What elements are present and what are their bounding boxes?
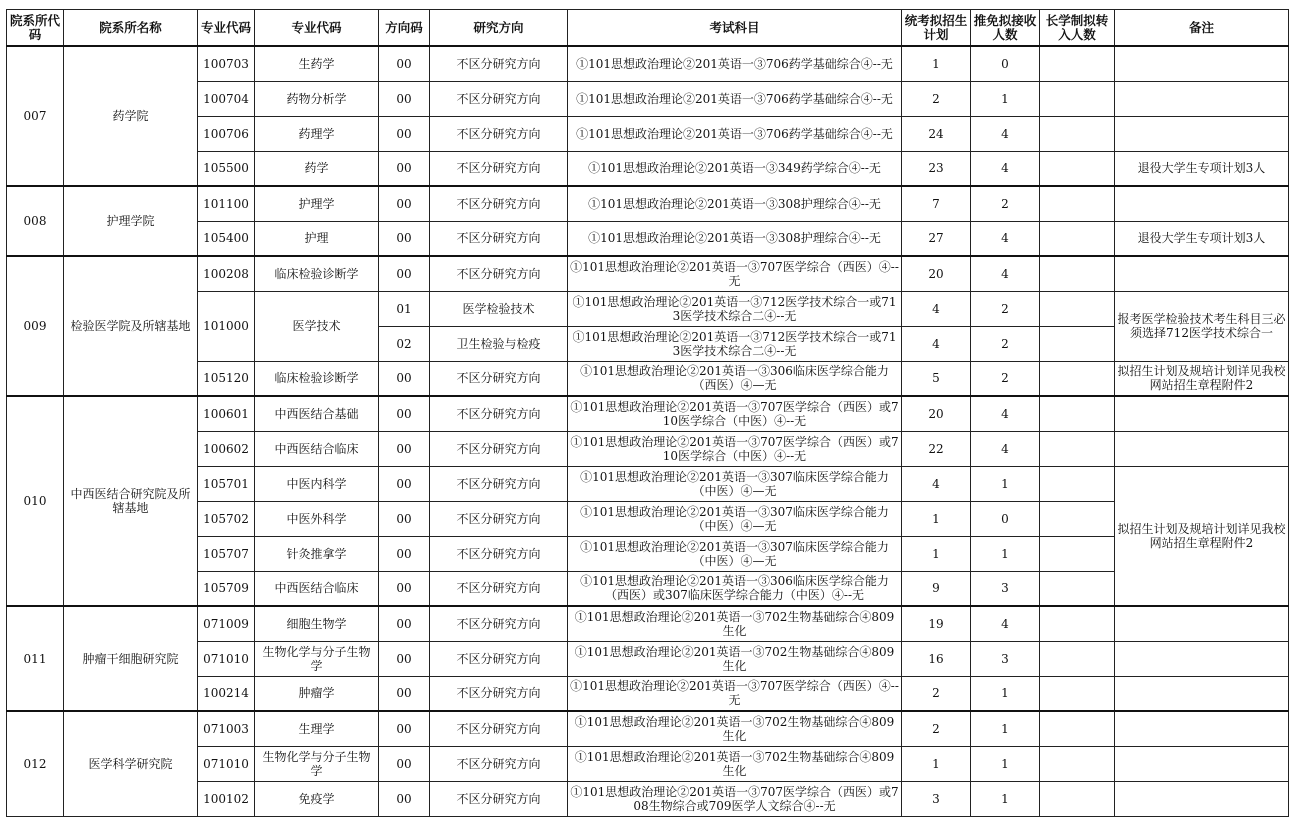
dept-name-cell: 医学科学研究院 [64,711,198,816]
plan-exempt-cell: 4 [971,431,1040,466]
table-row [7,81,1289,116]
major-name-cell: 药学 [255,151,379,186]
subjects-cell: ①101思想政治理论②201英语一③306临床医学综合能力（西医）或307临床医学综合能力（中医）④--无 [568,571,902,606]
note-cell [1115,256,1289,291]
plan-exam-cell: 1 [902,501,971,536]
subjects-cell: ①101思想政治理论②201英语一③706药学基础综合④--无 [568,81,902,116]
plan-long-cell [1040,81,1115,116]
major-name-cell: 细胞生物学 [255,606,379,641]
major-code-cell: 100102 [198,781,255,816]
plan-long-cell [1040,396,1115,431]
major-name-cell: 生理学 [255,711,379,746]
dept-name-cell: 肿瘤干细胞研究院 [64,606,198,711]
major-code-cell: 071010 [198,641,255,676]
direction-cell: 不区分研究方向 [430,256,568,291]
major-code-cell: 101000 [198,291,255,361]
major-code-cell: 105709 [198,571,255,606]
plan-long-cell [1040,641,1115,676]
plan-long-cell [1040,326,1115,361]
dept-code-cell: 010 [7,396,64,606]
direction-code-cell: 00 [379,501,430,536]
direction-cell: 医学检验技术 [430,291,568,326]
direction-cell: 不区分研究方向 [430,221,568,256]
subjects-cell: ①101思想政治理论②201英语一③707医学综合（西医）或710医学综合（中医）④--无 [568,431,902,466]
plan-exam-cell: 7 [902,186,971,221]
plan-long-cell [1040,361,1115,396]
direction-cell: 不区分研究方向 [430,746,568,781]
subjects-cell: ①101思想政治理论②201英语一③308护理综合④--无 [568,186,902,221]
header-plan-exempt: 推免拟接收人数 [971,10,1040,47]
direction-cell: 不区分研究方向 [430,536,568,571]
subjects-cell: ①101思想政治理论②201英语一③702生物基础综合④809生化 [568,746,902,781]
dept-name-cell: 中西医结合研究院及所辖基地 [64,396,198,606]
major-code-cell: 100706 [198,116,255,151]
subjects-cell: ①101思想政治理论②201英语一③306临床医学综合能力（西医）④—无 [568,361,902,396]
plan-exam-cell: 4 [902,291,971,326]
plan-exam-cell: 22 [902,431,971,466]
plan-exempt-cell: 1 [971,711,1040,746]
plan-exam-cell: 23 [902,151,971,186]
major-code-cell: 100214 [198,676,255,711]
plan-exam-cell: 5 [902,361,971,396]
direction-code-cell: 00 [379,116,430,151]
dept-name-cell: 药学院 [64,46,198,186]
table-row [7,186,1289,221]
table-row [7,571,1289,606]
subjects-cell: ①101思想政治理论②201英语一③702生物基础综合④809生化 [568,606,902,641]
direction-cell: 不区分研究方向 [430,396,568,431]
direction-code-cell: 00 [379,151,430,186]
table-row [7,711,1289,746]
major-code-cell: 105400 [198,221,255,256]
note-cell [1115,711,1289,746]
plan-long-cell [1040,291,1115,326]
plan-exempt-cell: 3 [971,571,1040,606]
plan-long-cell [1040,116,1115,151]
major-code-cell: 105707 [198,536,255,571]
plan-exam-cell: 1 [902,536,971,571]
dept-name-cell: 检验医学院及所辖基地 [64,256,198,396]
major-name-cell: 生药学 [255,46,379,81]
subjects-cell: ①101思想政治理论②201英语一③707医学综合（西医）或708生物综合或709医学人文综合④--无 [568,781,902,816]
dept-code-cell: 008 [7,186,64,256]
plan-long-cell [1040,431,1115,466]
note-cell: 报考医学检验技术考生科目三必须选择712医学技术综合一 [1115,291,1289,361]
plan-exam-cell: 1 [902,746,971,781]
plan-exempt-cell: 2 [971,186,1040,221]
direction-code-cell: 00 [379,186,430,221]
subjects-cell: ①101思想政治理论②201英语一③712医学技术综合一或713医学技术综合二④--无 [568,291,902,326]
direction-code-cell: 00 [379,361,430,396]
note-cell [1115,641,1289,676]
plan-exempt-cell: 4 [971,221,1040,256]
header-note: 备注 [1115,10,1289,47]
direction-cell: 不区分研究方向 [430,46,568,81]
plan-exempt-cell: 1 [971,536,1040,571]
plan-exam-cell: 9 [902,571,971,606]
plan-exam-cell: 2 [902,81,971,116]
plan-long-cell [1040,221,1115,256]
note-cell [1115,46,1289,81]
direction-code-cell: 00 [379,536,430,571]
plan-exam-cell: 20 [902,396,971,431]
header-dept-code: 院系所代码 [7,10,64,47]
plan-exam-cell: 27 [902,221,971,256]
major-name-cell: 肿瘤学 [255,676,379,711]
direction-cell: 不区分研究方向 [430,186,568,221]
subjects-cell: ①101思想政治理论②201英语一③706药学基础综合④--无 [568,116,902,151]
direction-cell: 不区分研究方向 [430,361,568,396]
plan-exam-cell: 4 [902,326,971,361]
table-row [7,466,1289,501]
major-code-cell: 071003 [198,711,255,746]
subjects-cell: ①101思想政治理论②201英语一③307临床医学综合能力（中医）④—无 [568,466,902,501]
direction-code-cell: 00 [379,571,430,606]
subjects-cell: ①101思想政治理论②201英语一③702生物基础综合④809生化 [568,711,902,746]
header-major-code: 专业代码 [198,10,255,47]
subjects-cell: ①101思想政治理论②201英语一③702生物基础综合④809生化 [568,641,902,676]
plan-long-cell [1040,501,1115,536]
plan-exam-cell: 19 [902,606,971,641]
direction-code-cell: 00 [379,466,430,501]
direction-code-cell: 02 [379,326,430,361]
major-name-cell: 中西医结合临床 [255,431,379,466]
note-cell: 退役大学生专项计划3人 [1115,221,1289,256]
major-code-cell: 100704 [198,81,255,116]
major-code-cell: 100208 [198,256,255,291]
plan-long-cell [1040,46,1115,81]
table-row [7,606,1289,641]
direction-cell: 不区分研究方向 [430,641,568,676]
plan-exempt-cell: 0 [971,46,1040,81]
plan-exempt-cell: 4 [971,396,1040,431]
major-name-cell: 药物分析学 [255,81,379,116]
direction-code-cell: 01 [379,291,430,326]
plan-exam-cell: 24 [902,116,971,151]
direction-cell: 不区分研究方向 [430,571,568,606]
plan-long-cell [1040,711,1115,746]
header-plan-long: 长学制拟转入人数 [1040,10,1115,47]
major-name-cell: 中医外科学 [255,501,379,536]
subjects-cell: ①101思想政治理论②201英语一③707医学综合（西医）或710医学综合（中医）④--无 [568,396,902,431]
direction-cell: 不区分研究方向 [430,676,568,711]
major-name-cell: 中西医结合临床 [255,571,379,606]
note-cell: 退役大学生专项计划3人 [1115,151,1289,186]
table-row [7,291,1289,326]
major-name-cell: 生物化学与分子生物学 [255,746,379,781]
plan-long-cell [1040,256,1115,291]
table-row [7,536,1289,571]
major-code-cell: 105701 [198,466,255,501]
plan-exempt-cell: 3 [971,641,1040,676]
table-row [7,501,1289,536]
table-row [7,431,1289,466]
table-row [7,46,1289,81]
table-row [7,116,1289,151]
note-cell: 拟招生计划及规培计划详见我校网站招生章程附件2 [1115,361,1289,396]
table-row [7,676,1289,711]
plan-long-cell [1040,781,1115,816]
subjects-cell: ①101思想政治理论②201英语一③307临床医学综合能力（中医）④—无 [568,501,902,536]
note-cell [1115,186,1289,221]
major-code-cell: 105702 [198,501,255,536]
direction-code-cell: 00 [379,81,430,116]
note-cell [1115,746,1289,781]
header-plan-exam: 统考拟招生计划 [902,10,971,47]
note-cell [1115,606,1289,641]
subjects-cell: ①101思想政治理论②201英语一③706药学基础综合④--无 [568,46,902,81]
major-name-cell: 医学技术 [255,291,379,361]
major-name-cell: 临床检验诊断学 [255,361,379,396]
header-dept-name: 院系所名称 [64,10,198,47]
major-name-cell: 针灸推拿学 [255,536,379,571]
major-code-cell: 100602 [198,431,255,466]
header-subjects: 考试科目 [568,10,902,47]
subjects-cell: ①101思想政治理论②201英语一③349药学综合④--无 [568,151,902,186]
plan-exam-cell: 2 [902,711,971,746]
note-cell: 拟招生计划及规培计划详见我校网站招生章程附件2 [1115,466,1289,606]
plan-long-cell [1040,466,1115,501]
subjects-cell: ①101思想政治理论②201英语一③707医学综合（西医）④--无 [568,676,902,711]
table-row [7,641,1289,676]
plan-exam-cell: 2 [902,676,971,711]
plan-exempt-cell: 4 [971,151,1040,186]
plan-exam-cell: 20 [902,256,971,291]
header-direction: 研究方向 [430,10,568,47]
major-name-cell: 生物化学与分子生物学 [255,641,379,676]
subjects-cell: ①101思想政治理论②201英语一③707医学综合（西医）④--无 [568,256,902,291]
major-code-cell: 071010 [198,746,255,781]
direction-cell: 不区分研究方向 [430,116,568,151]
major-name-cell: 中医内科学 [255,466,379,501]
plan-long-cell [1040,606,1115,641]
plan-exam-cell: 1 [902,46,971,81]
table-row [7,396,1289,431]
plan-exempt-cell: 2 [971,361,1040,396]
plan-exempt-cell: 1 [971,746,1040,781]
direction-code-cell: 00 [379,781,430,816]
dept-code-cell: 009 [7,256,64,396]
dept-name-cell: 护理学院 [64,186,198,256]
plan-exempt-cell: 4 [971,116,1040,151]
plan-exempt-cell: 1 [971,466,1040,501]
plan-long-cell [1040,571,1115,606]
direction-code-cell: 00 [379,606,430,641]
table-row [7,781,1289,816]
table-row [7,221,1289,256]
major-code-cell: 100703 [198,46,255,81]
header-major-name: 专业代码 [255,10,379,47]
note-cell [1115,116,1289,151]
subjects-cell: ①101思想政治理论②201英语一③307临床医学综合能力（中医）④—无 [568,536,902,571]
table-row [7,361,1289,396]
plan-exempt-cell: 2 [971,326,1040,361]
direction-cell: 卫生检验与检疫 [430,326,568,361]
direction-cell: 不区分研究方向 [430,501,568,536]
plan-long-cell [1040,746,1115,781]
plan-long-cell [1040,536,1115,571]
plan-long-cell [1040,151,1115,186]
plan-exam-cell: 3 [902,781,971,816]
plan-exempt-cell: 2 [971,291,1040,326]
direction-cell: 不区分研究方向 [430,711,568,746]
plan-exempt-cell: 1 [971,676,1040,711]
direction-code-cell: 00 [379,256,430,291]
plan-long-cell [1040,186,1115,221]
plan-exempt-cell: 4 [971,256,1040,291]
direction-cell: 不区分研究方向 [430,431,568,466]
major-code-cell: 071009 [198,606,255,641]
direction-code-cell: 00 [379,676,430,711]
major-code-cell: 105120 [198,361,255,396]
table-row [7,151,1289,186]
major-name-cell: 临床检验诊断学 [255,256,379,291]
note-cell [1115,81,1289,116]
admissions-table [6,9,1289,817]
direction-code-cell: 00 [379,746,430,781]
plan-exempt-cell: 1 [971,81,1040,116]
plan-long-cell [1040,676,1115,711]
major-name-cell: 中西医结合基础 [255,396,379,431]
major-name-cell: 护理学 [255,186,379,221]
direction-code-cell: 00 [379,221,430,256]
direction-code-cell: 00 [379,711,430,746]
major-name-cell: 护理 [255,221,379,256]
direction-code-cell: 00 [379,396,430,431]
header-direction-code: 方向码 [379,10,430,47]
major-name-cell: 药理学 [255,116,379,151]
note-cell [1115,431,1289,466]
direction-code-cell: 00 [379,46,430,81]
major-code-cell: 105500 [198,151,255,186]
note-cell [1115,781,1289,816]
direction-cell: 不区分研究方向 [430,606,568,641]
plan-exempt-cell: 0 [971,501,1040,536]
header-row [7,10,1289,47]
major-code-cell: 101100 [198,186,255,221]
plan-exempt-cell: 4 [971,606,1040,641]
dept-code-cell: 012 [7,711,64,816]
direction-cell: 不区分研究方向 [430,151,568,186]
plan-exam-cell: 16 [902,641,971,676]
dept-code-cell: 011 [7,606,64,711]
direction-cell: 不区分研究方向 [430,781,568,816]
subjects-cell: ①101思想政治理论②201英语一③308护理综合④--无 [568,221,902,256]
plan-exam-cell: 4 [902,466,971,501]
subjects-cell: ①101思想政治理论②201英语一③712医学技术综合一或713医学技术综合二④--无 [568,326,902,361]
major-name-cell: 免疫学 [255,781,379,816]
note-cell [1115,396,1289,431]
major-code-cell: 100601 [198,396,255,431]
table-row [7,746,1289,781]
direction-cell: 不区分研究方向 [430,466,568,501]
dept-code-cell: 007 [7,46,64,186]
note-cell [1115,676,1289,711]
plan-exempt-cell: 1 [971,781,1040,816]
direction-cell: 不区分研究方向 [430,81,568,116]
table-row [7,256,1289,291]
direction-code-cell: 00 [379,641,430,676]
direction-code-cell: 00 [379,431,430,466]
